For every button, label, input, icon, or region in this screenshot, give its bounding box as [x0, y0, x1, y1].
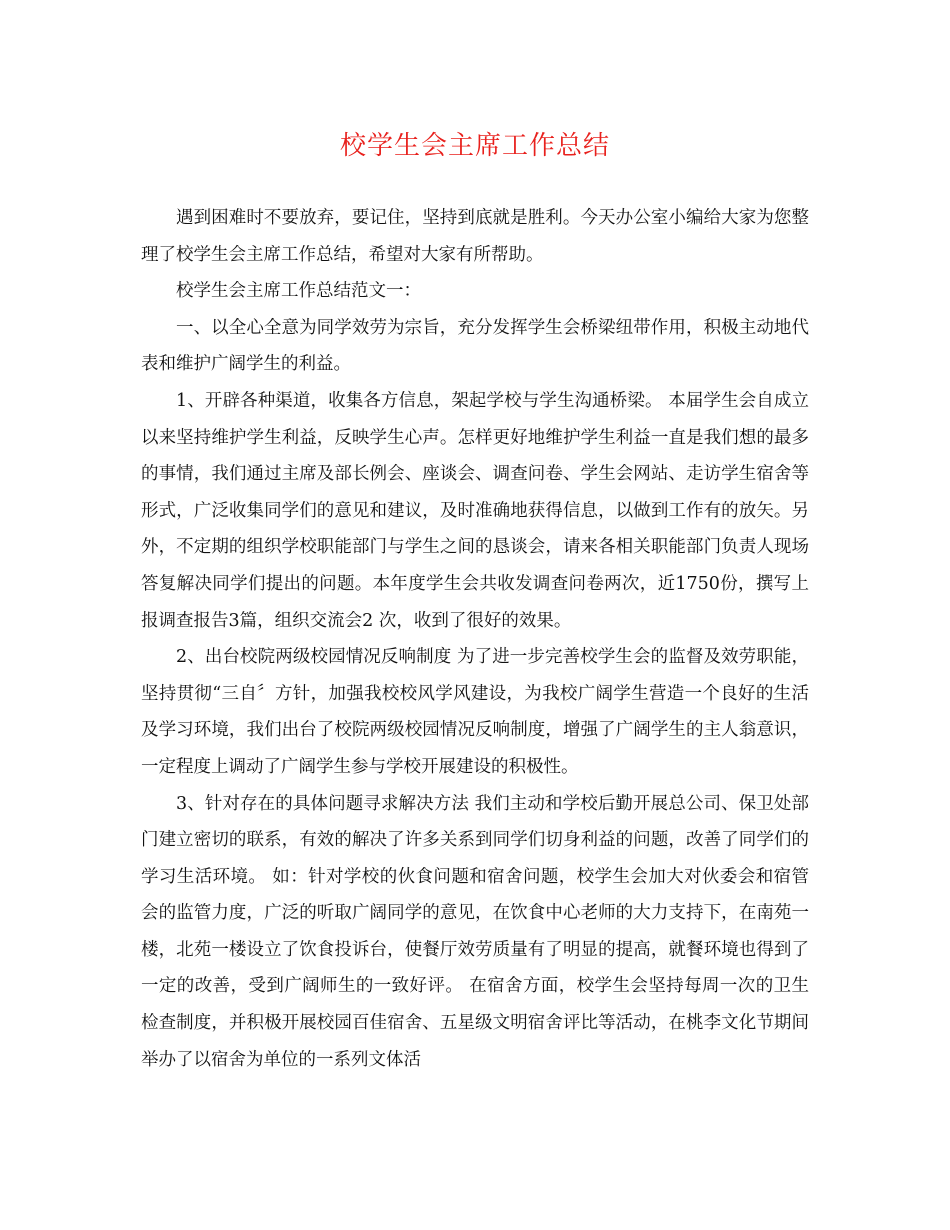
paragraph-item-3: 3、针对存在的具体问题寻求解决方法 我们主动和学校后勤开展总公司、保卫处部门建立密切的联系，有效的解决了许多关系到同学们切身利益的问题，改善了同学们的学习生活环境。 如：针对学校的伙食问题和宿舍问题，校学生会加大对伙委会和宿管会的监管力度，广泛的听取广阔同学的意见，在饮食中心老师的大力支持下，在南苑一楼，北苑一楼设立了饮食投诉台，使餐厅效劳质量有了明显的提高，就餐环境也得到了一定的改善，受到广阔师生的一致好评。 在宿舍方面，校学生会坚持每周一次的卫生检查制度，并积极开展校园百佳宿舍、五星级文明宿舍评比等活动，在桃李文化节期间举办了以宿舍为单位的一系列文体活	[141, 793, 809, 1070]
paragraph-item-1: 1、开辟各种渠道，收集各方信息，架起学校与学生沟通桥梁。 本届学生会自成立以来坚持维护学生利益，反映学生心声。怎样更好地维护学生利益一直是我们想的最多的事情，我们通过主席及部长例会、座谈会、调查问卷、学生会网站、走访学生宿舍等形式，广泛收集同学们的意见和建议，及时准确地获得信息，以做到工作有的放矢。另外，不定期的组织学校职能部门与学生之间的恳谈会，请来各相关职能部门负责人现场答复解决同学们提出的问题。本年度学生会共收发调查问卷两次，近1750份，撰写上报调查报告3篇，组织交流会2 次，收到了很好的效果。	[141, 390, 809, 631]
paragraph-sample-heading: 校学生会主席工作总结范文一：	[176, 281, 421, 302]
paragraph-item-2: 2、出台校院两级校园情况反响制度 为了进一步完善校学生会的监督及效劳职能，坚持贯彻“三自〞方针，加强我校校风学风建设，为我校广阔学生营造一个良好的生活及学习环境，我们出台了校院两级校园情况反响制度，增强了广阔学生的主人翁意识，一定程度上调动了广阔学生参与学校开展建设的积极性。	[141, 647, 809, 777]
paragraph-intro: 遇到困难时不要放弃，要记住，坚持到底就是胜利。今天办公室小编给大家为您整理了校学生会主席工作总结，希望对大家有所帮助。	[141, 208, 809, 265]
page-title: 校学生会主席工作总结	[339, 131, 610, 161]
document-body	[141, 200, 809, 1078]
paragraph-section-one: 一、以全心全意为同学效劳为宗旨，充分发挥学生会桥梁纽带作用，积极主动地代表和维护广阔学生的利益。	[141, 317, 809, 375]
